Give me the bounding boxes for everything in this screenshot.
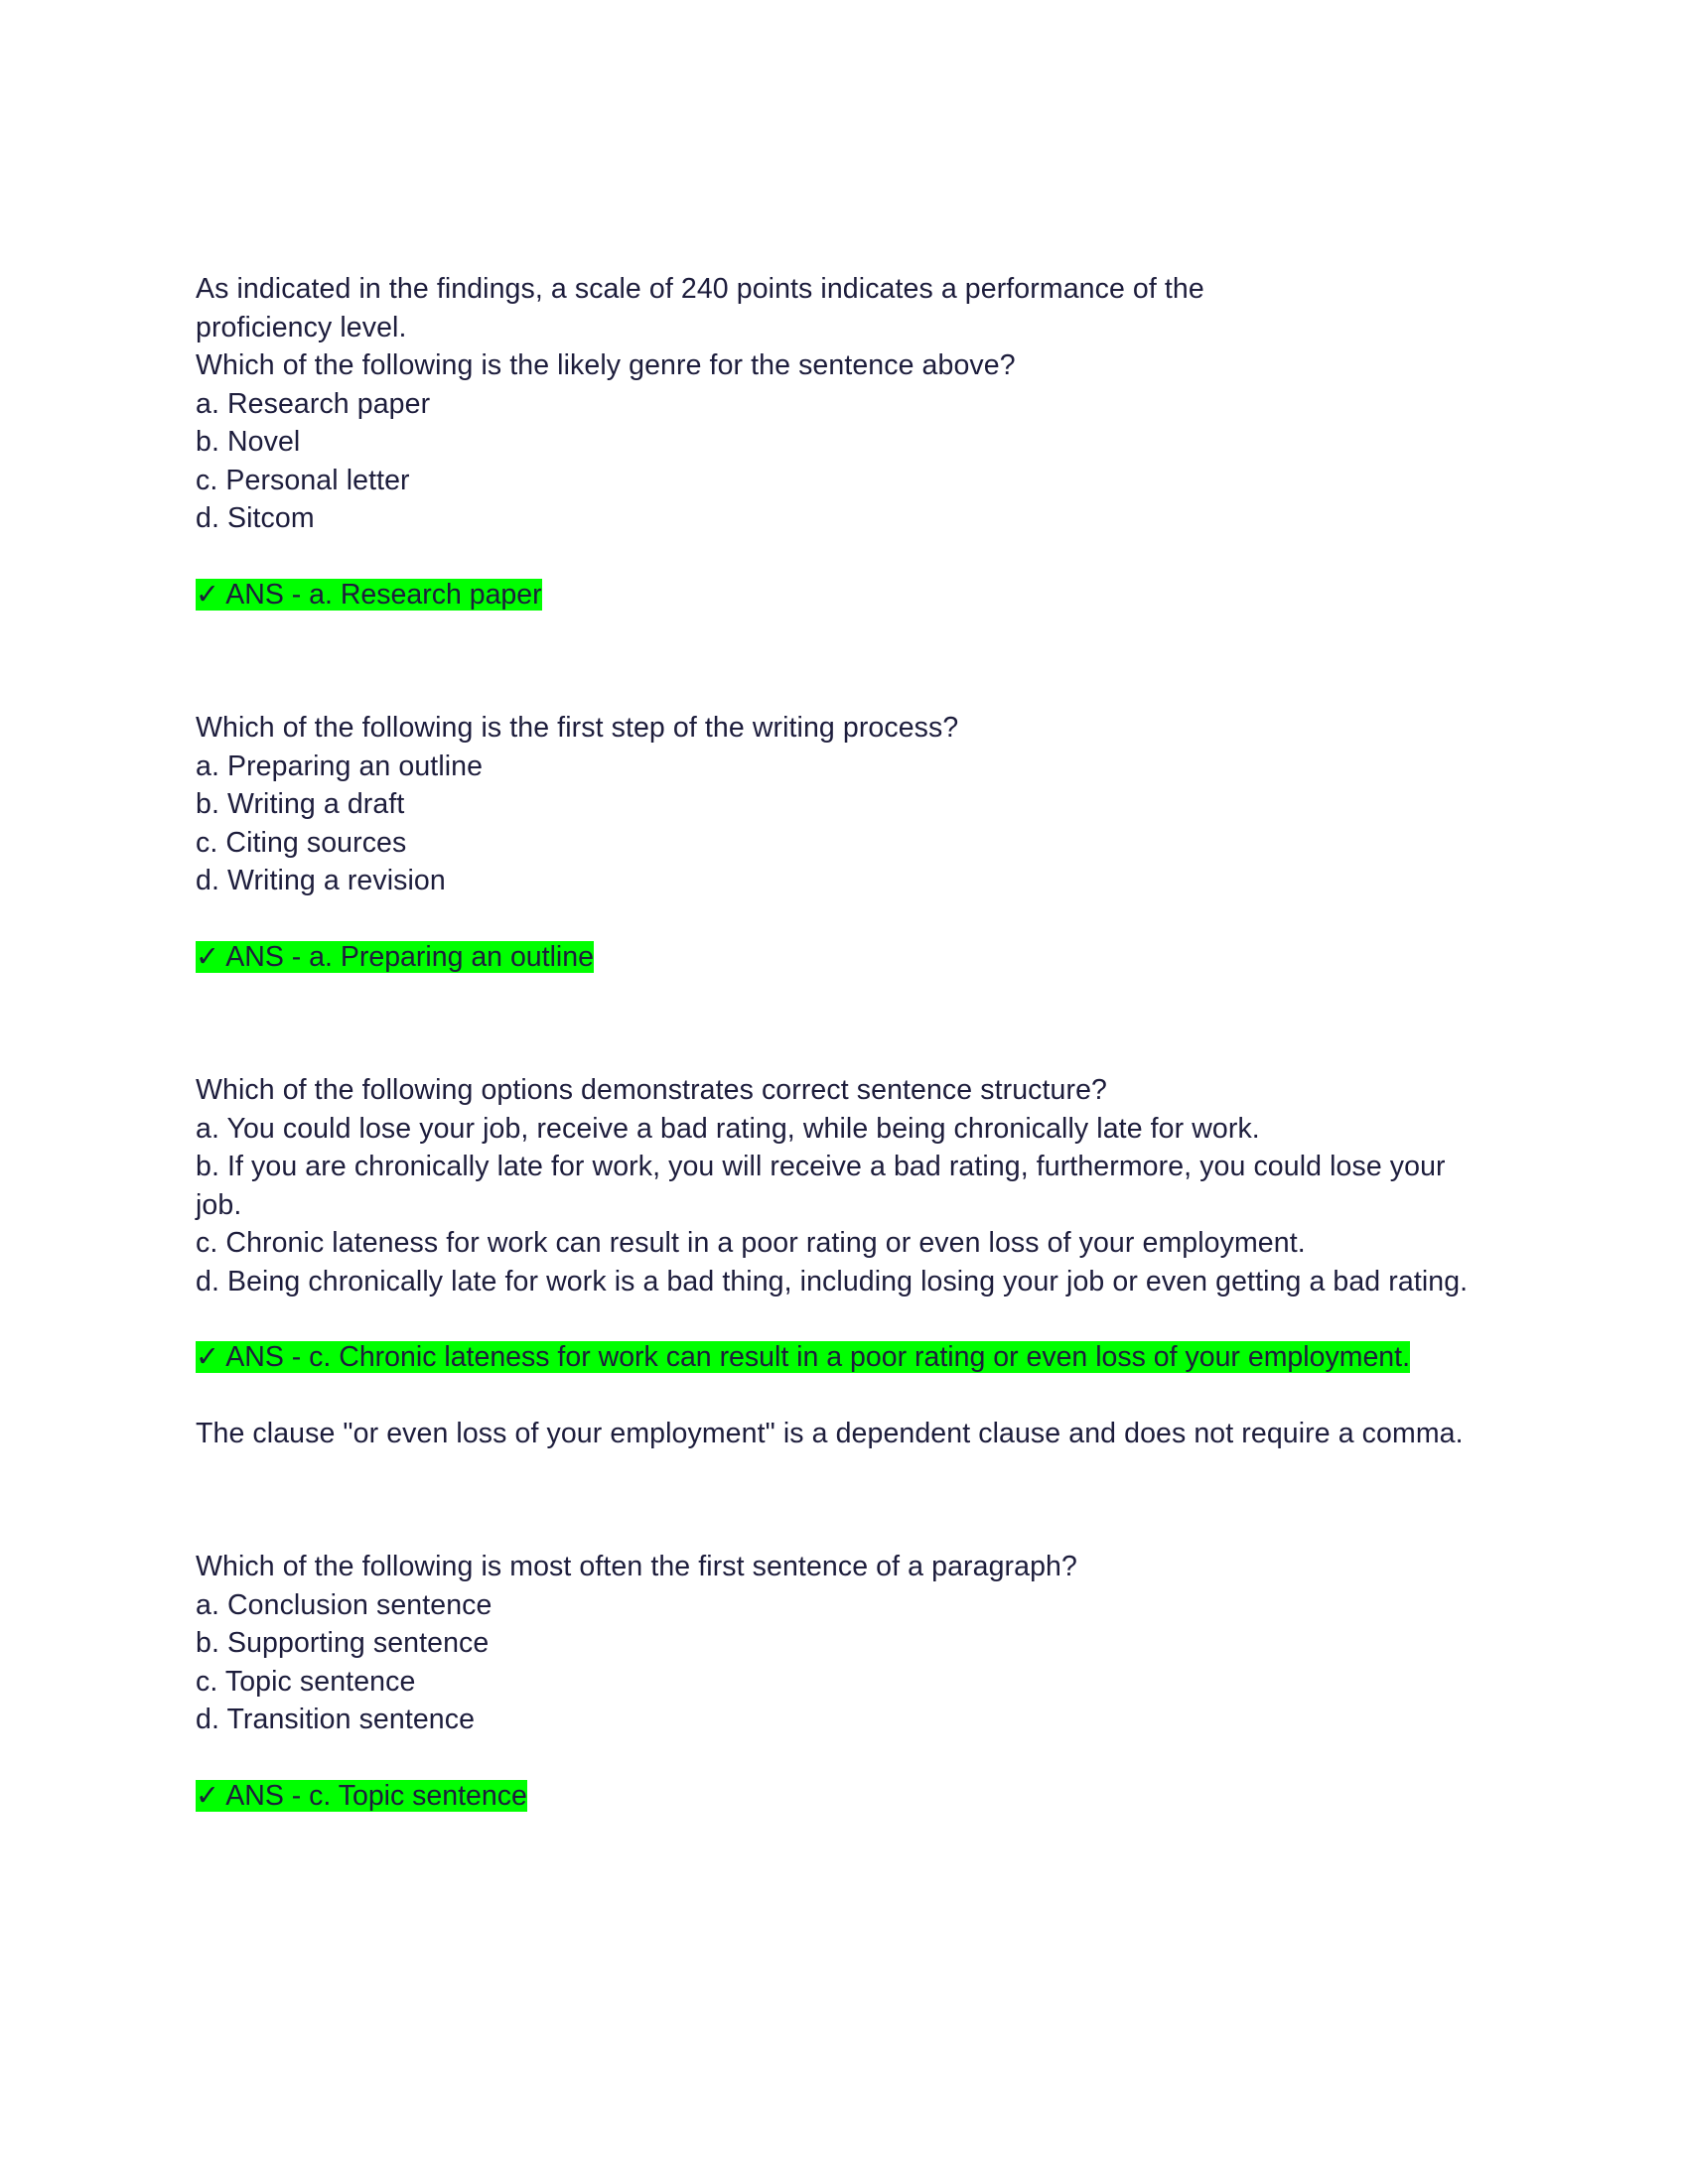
question-option: c. Chronic lateness for work can result in a poor rating or even loss of your employment. (196, 1227, 1306, 1259)
question-stem-line: As indicated in the findings, a scale of 240 points indicates a performance of the (196, 273, 1204, 305)
answer-highlight: ✓ ANS - a. Research paper (196, 578, 542, 611)
question-stem-line: Which of the following options demonstrates correct sentence structure? (196, 1074, 1107, 1106)
question-option: d. Sitcom (196, 502, 315, 534)
question-block (196, 1071, 1486, 1452)
answer-highlight: ✓ ANS - c. Topic sentence (196, 1779, 527, 1812)
answer-highlight: ✓ ANS - a. Preparing an outline (196, 940, 594, 973)
question-block (196, 1548, 1486, 1815)
question-option: b. If you are chronically late for work, you will receive a bad rating, furthermore, you could lose your job. (196, 1151, 1446, 1221)
question-option: a. You could lose your job, receive a bad rating, while being chronically late for work. (196, 1112, 1260, 1145)
question-stem-line: Which of the following is most often the first sentence of a paragraph? (196, 1551, 1077, 1582)
question-stem-line: Which of the following is the first step of the writing process? (196, 712, 959, 744)
answer-line (196, 576, 1486, 614)
answer-line (196, 1338, 1486, 1377)
spacer (196, 538, 1486, 576)
spacer (196, 1452, 1486, 1548)
answer-line (196, 1777, 1486, 1816)
answer-line (196, 938, 1486, 977)
spacer (196, 1300, 1486, 1338)
question-option: c. Citing sources (196, 826, 407, 859)
question-stem-line: proficiency level. (196, 311, 407, 343)
question-option: b. Writing a draft (196, 788, 405, 820)
question-option: d. Being chronically late for work is a bad thing, including losing your job or even getting a bad rating. (196, 1265, 1469, 1297)
question-option: b. Supporting sentence (196, 1627, 490, 1659)
answer-explanation: The clause "or even loss of your employment" is a dependent clause and does not require a comma. (196, 1417, 1464, 1449)
question-option: b. Novel (196, 426, 301, 458)
document-body (196, 270, 1486, 1815)
question-option: a. Research paper (196, 387, 431, 420)
question-option: c. Personal letter (196, 464, 410, 496)
question-option: d. Transition sentence (196, 1704, 476, 1735)
spacer (196, 1377, 1486, 1415)
question-option: d. Writing a revision (196, 865, 446, 896)
question-block (196, 270, 1486, 614)
spacer (196, 976, 1486, 1071)
spacer (196, 614, 1486, 709)
question-option: c. Topic sentence (196, 1665, 416, 1698)
answer-highlight: ✓ ANS - c. Chronic lateness for work can result in a poor rating or even loss of your employment. (196, 1341, 1410, 1373)
spacer (196, 900, 1486, 938)
spacer (196, 1739, 1486, 1777)
question-option: a. Conclusion sentence (196, 1588, 492, 1621)
question-block (196, 709, 1486, 976)
question-stem-line: Which of the following is the likely genre for the sentence above? (196, 349, 1016, 381)
question-option: a. Preparing an outline (196, 750, 484, 782)
